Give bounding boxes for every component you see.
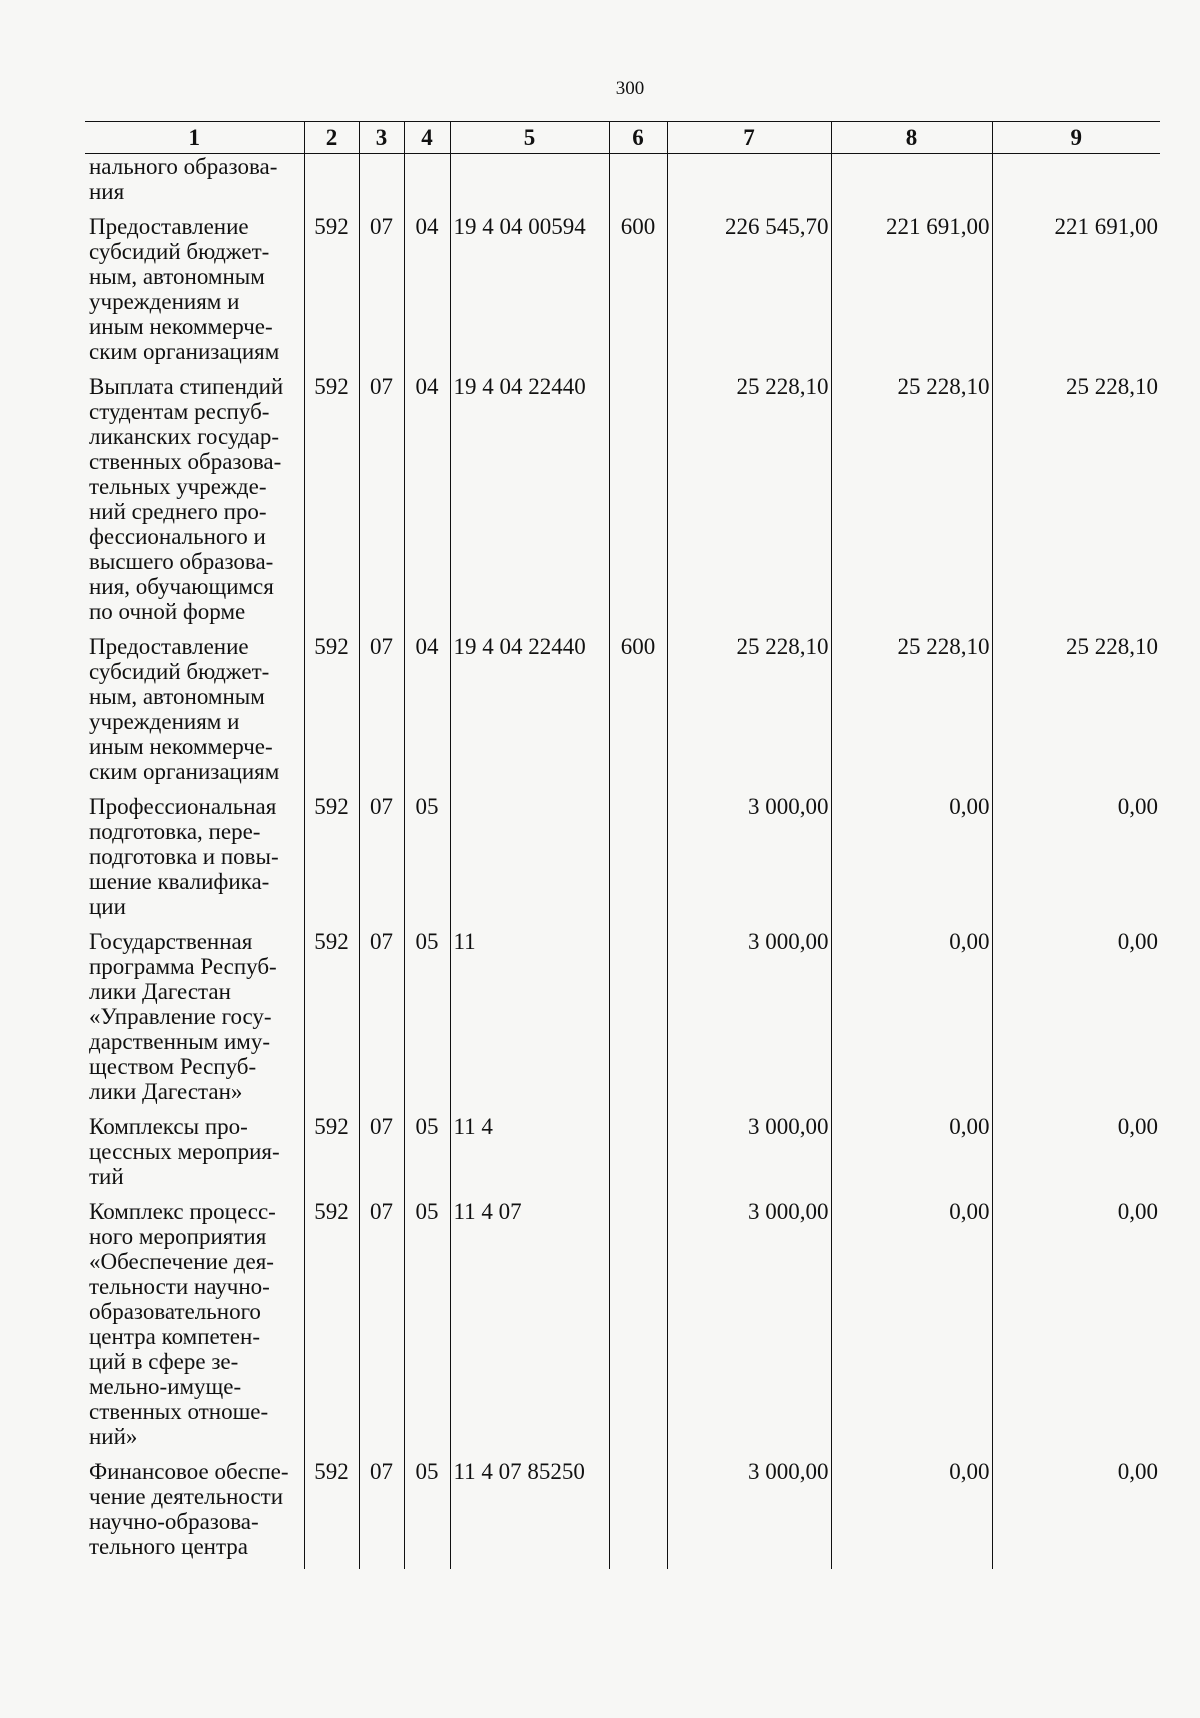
item-name-line: Предоставление xyxy=(89,634,249,659)
ministry-code-cell: 592 xyxy=(304,929,359,1114)
item-name-line: нального образова- xyxy=(89,154,278,179)
amount-col9-cell: 0,00 xyxy=(992,929,1160,1114)
item-name-line: программа Респуб- xyxy=(89,954,277,979)
item-name-line: центра компетен- xyxy=(89,1324,260,1349)
table-row xyxy=(85,1459,1160,1569)
table-body xyxy=(85,154,1160,1570)
item-name-line: подготовка, пере- xyxy=(89,819,261,844)
item-name-cell xyxy=(85,374,304,634)
table-row xyxy=(85,374,1160,634)
item-name-line: учреждениям и xyxy=(89,709,240,734)
item-name-line: ного мероприятия xyxy=(89,1224,267,1249)
target-article-cell xyxy=(450,794,609,929)
expense-type-cell xyxy=(609,794,667,929)
item-name-line: чение деятельности xyxy=(89,1484,284,1509)
item-name-line: тельных учрежде- xyxy=(89,474,267,499)
target-article-cell: 19 4 04 22440 xyxy=(450,634,609,794)
subsection-cell: 04 xyxy=(404,374,450,634)
ministry-code-cell: 592 xyxy=(304,634,359,794)
table-row xyxy=(85,214,1160,374)
amount-col9-cell: 25 228,10 xyxy=(992,634,1160,794)
item-name-line: иным некоммерче- xyxy=(89,734,273,759)
amount-col8-cell: 25 228,10 xyxy=(831,634,992,794)
amount-col9-cell: 25 228,10 xyxy=(992,374,1160,634)
amount-col8-cell: 0,00 xyxy=(831,1114,992,1199)
item-name-cell xyxy=(85,794,304,929)
item-name-line: ций в сфере зе- xyxy=(89,1349,239,1374)
item-name-line: студентам респуб- xyxy=(89,399,270,424)
section-cell: 07 xyxy=(359,214,404,374)
amount-col7-cell: 226 545,70 xyxy=(667,214,831,374)
section-cell: 07 xyxy=(359,1459,404,1569)
ministry-code-cell xyxy=(304,154,359,215)
item-name-line: субсидий бюджет- xyxy=(89,659,270,684)
item-name-cell xyxy=(85,1459,304,1569)
table-row xyxy=(85,634,1160,794)
amount-col7-cell: 3 000,00 xyxy=(667,1459,831,1569)
amount-col7-cell: 3 000,00 xyxy=(667,794,831,929)
target-article-cell: 11 xyxy=(450,929,609,1114)
item-name-line: учреждениям и xyxy=(89,289,240,314)
item-name-line: лики Дагестан xyxy=(89,979,231,1004)
item-name-line: Предоставление xyxy=(89,214,249,239)
section-cell: 07 xyxy=(359,1114,404,1199)
item-name-line: ний среднего про- xyxy=(89,499,267,524)
item-name-line: «Обеспечение дея- xyxy=(89,1249,274,1274)
column-header-3: 3 xyxy=(359,122,404,154)
subsection-cell: 05 xyxy=(404,929,450,1114)
column-header-8: 8 xyxy=(831,122,992,154)
item-name-cell xyxy=(85,634,304,794)
column-header-4: 4 xyxy=(404,122,450,154)
table-header xyxy=(85,122,1160,154)
amount-col8-cell: 221 691,00 xyxy=(831,214,992,374)
expense-type-cell xyxy=(609,1199,667,1459)
section-cell: 07 xyxy=(359,929,404,1114)
page-number: 300 xyxy=(615,78,645,99)
item-name-line: образовательного xyxy=(89,1299,261,1324)
item-name-cell xyxy=(85,1114,304,1199)
section-cell: 07 xyxy=(359,794,404,929)
item-name-line: ний» xyxy=(89,1424,138,1449)
column-header-5: 5 xyxy=(450,122,609,154)
amount-col9-cell: 0,00 xyxy=(992,1114,1160,1199)
item-name-line: по очной форме xyxy=(89,599,246,624)
target-article-cell: 11 4 07 xyxy=(450,1199,609,1459)
amount-col7-cell xyxy=(667,154,831,215)
item-name-line: подготовка и повы- xyxy=(89,844,279,869)
subsection-cell: 05 xyxy=(404,794,450,929)
expense-type-cell: 600 xyxy=(609,634,667,794)
expense-type-cell xyxy=(609,1114,667,1199)
item-name-line: Комплексы про- xyxy=(89,1114,248,1139)
item-name-cell xyxy=(85,1199,304,1459)
table-row xyxy=(85,929,1160,1114)
section-cell xyxy=(359,154,404,215)
section-cell: 07 xyxy=(359,374,404,634)
expense-type-cell xyxy=(609,374,667,634)
amount-col9-cell: 0,00 xyxy=(992,1199,1160,1459)
item-name-line: высшего образова- xyxy=(89,549,274,574)
amount-col9-cell: 221 691,00 xyxy=(992,214,1160,374)
target-article-cell xyxy=(450,154,609,215)
ministry-code-cell: 592 xyxy=(304,1114,359,1199)
header-row xyxy=(85,122,1160,154)
item-name-line: ным, автономным xyxy=(89,264,265,289)
item-name-line: тельного центра xyxy=(89,1534,249,1559)
item-name-line: ственных отноше- xyxy=(89,1399,269,1424)
amount-col9-cell: 0,00 xyxy=(992,794,1160,929)
item-name-line: Финансовое обеспе- xyxy=(89,1459,289,1484)
table-row xyxy=(85,154,1160,215)
item-name-line: Комплекс процесс- xyxy=(89,1199,276,1224)
item-name-line: научно-образова- xyxy=(89,1509,259,1534)
item-name-cell xyxy=(85,929,304,1114)
amount-col8-cell: 0,00 xyxy=(831,794,992,929)
item-name-cell xyxy=(85,154,304,215)
amount-col8-cell: 0,00 xyxy=(831,1459,992,1569)
item-name-line: ции xyxy=(89,894,126,919)
ministry-code-cell: 592 xyxy=(304,1199,359,1459)
expense-type-cell: 600 xyxy=(609,214,667,374)
column-header-9: 9 xyxy=(992,122,1160,154)
column-header-2: 2 xyxy=(304,122,359,154)
column-header-6: 6 xyxy=(609,122,667,154)
amount-col7-cell: 3 000,00 xyxy=(667,1114,831,1199)
column-header-1: 1 xyxy=(85,122,304,154)
item-name-line: лики Дагестан» xyxy=(89,1079,243,1104)
target-article-cell: 19 4 04 22440 xyxy=(450,374,609,634)
ministry-code-cell: 592 xyxy=(304,794,359,929)
item-name-line: цессных мероприя- xyxy=(89,1139,280,1164)
subsection-cell: 05 xyxy=(404,1199,450,1459)
target-article-cell: 11 4 xyxy=(450,1114,609,1199)
ministry-code-cell: 592 xyxy=(304,374,359,634)
subsection-cell: 05 xyxy=(404,1114,450,1199)
subsection-cell xyxy=(404,154,450,215)
item-name-line: ния, обучающимся xyxy=(89,574,274,599)
item-name-line: ликанских государ- xyxy=(89,424,280,449)
expense-type-cell xyxy=(609,154,667,215)
amount-col7-cell: 3 000,00 xyxy=(667,929,831,1114)
item-name-line: шение квалифика- xyxy=(89,869,270,894)
item-name-line: фессионального и xyxy=(89,524,266,549)
target-article-cell: 11 4 07 85250 xyxy=(450,1459,609,1569)
amount-col9-cell: 0,00 xyxy=(992,1459,1160,1569)
item-name-line: Государственная xyxy=(89,929,253,954)
item-name-line: ния xyxy=(89,179,125,204)
amount-col8-cell: 25 228,10 xyxy=(831,374,992,634)
section-cell: 07 xyxy=(359,634,404,794)
item-name-line: субсидий бюджет- xyxy=(89,239,270,264)
amount-col8-cell: 0,00 xyxy=(831,1199,992,1459)
column-header-7: 7 xyxy=(667,122,831,154)
item-name-line: мельно-имуще- xyxy=(89,1374,242,1399)
item-name-line: ским организациям xyxy=(89,339,280,364)
subsection-cell: 05 xyxy=(404,1459,450,1569)
subsection-cell: 04 xyxy=(404,634,450,794)
item-name-line: «Управление госу- xyxy=(89,1004,272,1029)
item-name-line: ным, автономным xyxy=(89,684,265,709)
item-name-line: иным некоммерче- xyxy=(89,314,273,339)
subsection-cell: 04 xyxy=(404,214,450,374)
amount-col7-cell: 25 228,10 xyxy=(667,374,831,634)
section-cell: 07 xyxy=(359,1199,404,1459)
table-row xyxy=(85,1114,1160,1199)
item-name-line: ственных образова- xyxy=(89,449,282,474)
target-article-cell: 19 4 04 00594 xyxy=(450,214,609,374)
item-name-line: ществом Респуб- xyxy=(89,1054,257,1079)
item-name-line: дарственным иму- xyxy=(89,1029,271,1054)
ministry-code-cell: 592 xyxy=(304,1459,359,1569)
item-name-cell xyxy=(85,214,304,374)
amount-col8-cell xyxy=(831,154,992,215)
item-name-line: тельности научно- xyxy=(89,1274,270,1299)
ministry-code-cell: 592 xyxy=(304,214,359,374)
table-row xyxy=(85,794,1160,929)
budget-table xyxy=(85,121,1160,1569)
amount-col9-cell xyxy=(992,154,1160,215)
amount-col8-cell: 0,00 xyxy=(831,929,992,1114)
item-name-line: Профессиональная xyxy=(89,794,277,819)
expense-type-cell xyxy=(609,1459,667,1569)
table-row xyxy=(85,1199,1160,1459)
expense-type-cell xyxy=(609,929,667,1114)
amount-col7-cell: 25 228,10 xyxy=(667,634,831,794)
amount-col7-cell: 3 000,00 xyxy=(667,1199,831,1459)
item-name-line: Выплата стипендий xyxy=(89,374,284,399)
item-name-line: ским организациям xyxy=(89,759,280,784)
item-name-line: тий xyxy=(89,1164,124,1189)
